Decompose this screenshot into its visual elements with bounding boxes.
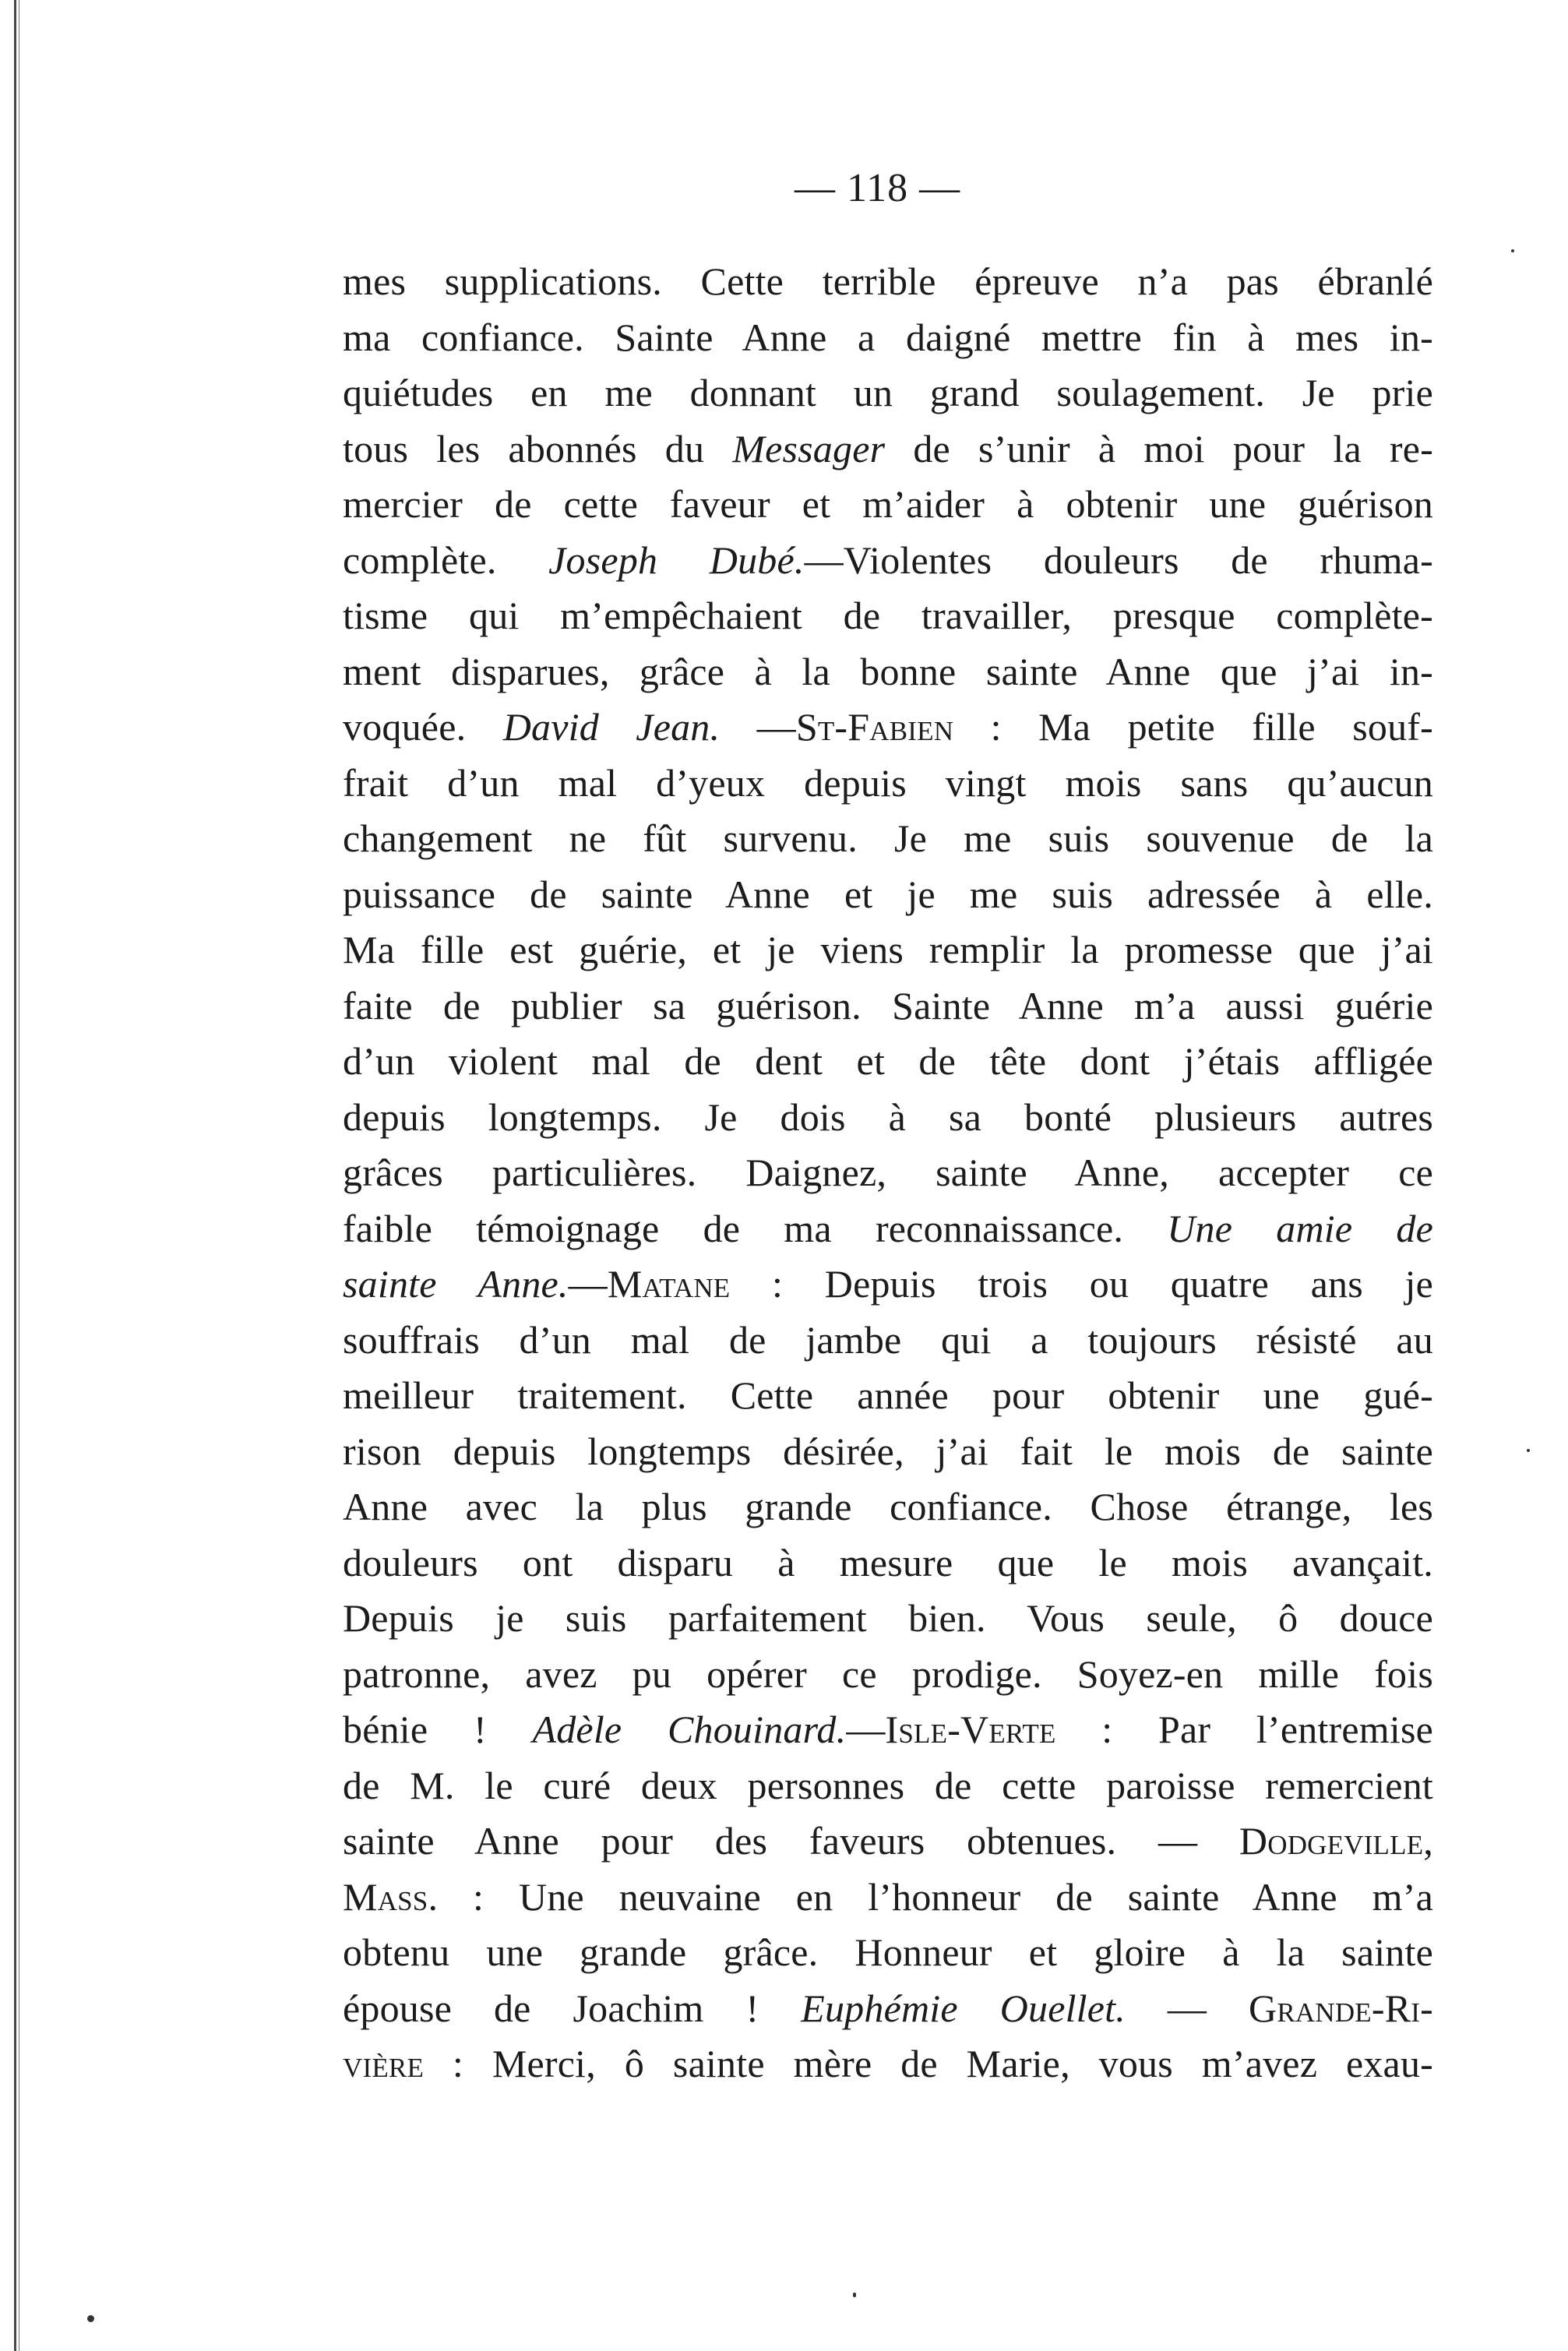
italic-run: Une amie de xyxy=(1167,1206,1433,1250)
text-line xyxy=(343,978,1433,1035)
body-text xyxy=(343,254,1433,2092)
text-run: : Depuis trois ou quatre ans je xyxy=(730,1262,1434,1306)
text-run: changement ne fût survenu. Je me suis souvenue de la xyxy=(343,816,1433,860)
text-line xyxy=(343,1257,1433,1313)
text-line xyxy=(343,533,1433,589)
text-run: Depuis je suis parfaitement bien. Vous seule, ô douce xyxy=(343,1596,1433,1640)
text-run: tisme qui m’empêchaient de travailler, presque complète- xyxy=(343,594,1433,637)
place-name: Mass. xyxy=(343,1874,439,1919)
text-run: —Violentes douleurs de rhuma- xyxy=(804,538,1433,582)
text-line xyxy=(343,1925,1433,1981)
text-line xyxy=(343,588,1433,644)
text-run: douleurs ont disparu à mesure que le mois avançait. xyxy=(343,1540,1433,1584)
text-line xyxy=(343,1368,1433,1424)
text-line xyxy=(343,421,1433,478)
text-run: quiétudes en me donnant un grand soulagement. Je prie xyxy=(343,371,1433,414)
text-run: puissance de sainte Anne et je me suis adressée à elle. xyxy=(343,872,1433,916)
text-run: bénie ! xyxy=(343,1708,533,1751)
text-line xyxy=(343,1535,1433,1591)
italic-run: Messager xyxy=(732,426,886,471)
text-run: voquée. xyxy=(343,705,503,749)
text-line xyxy=(343,811,1433,867)
scan-speck xyxy=(853,2293,856,2297)
italic-run: Euphémie Ouellet. xyxy=(801,1986,1126,2030)
text-line xyxy=(343,644,1433,700)
italic-run: Adèle Chouinard. xyxy=(532,1708,847,1751)
text-run: : Une neuvaine en l’honneur de sainte Anne m’a xyxy=(438,1874,1433,1919)
text-run: mes supplications. Cette terrible épreuve n’a pas ébranlé xyxy=(343,259,1433,303)
text-run: Anne avec la plus grande confiance. Chose étrange, les xyxy=(343,1485,1433,1528)
italic-run: David Jean. xyxy=(502,705,721,749)
text-run: : Ma petite fille souf- xyxy=(953,705,1433,749)
text-run: épouse de Joachim ! xyxy=(343,1986,802,2030)
text-line xyxy=(343,1090,1433,1146)
text-line xyxy=(343,1702,1433,1758)
text-run: Ma fille est guérie, et je viens remplir la promesse que j’ai xyxy=(343,928,1433,971)
text-line xyxy=(343,1479,1433,1535)
place-name: Matane xyxy=(607,1262,731,1306)
text-run: tous les abonnés du xyxy=(343,426,733,471)
text-run: de M. le curé deux personnes de cette paroisse remercient xyxy=(343,1763,1433,1807)
scan-speck xyxy=(1511,249,1514,252)
text-run: : Par l’entremise xyxy=(1055,1708,1434,1751)
italic-run: Joseph Dubé. xyxy=(548,538,805,582)
text-line xyxy=(343,254,1433,310)
text-line xyxy=(343,2036,1433,2092)
place-name: Isle-Verte xyxy=(885,1708,1056,1751)
text-run: faite de publier sa guérison. Sainte Anne m’a aussi guérie xyxy=(343,983,1433,1027)
text-run: — xyxy=(568,1262,608,1306)
text-line xyxy=(343,1758,1433,1814)
place-name: Grande-Ri- xyxy=(1249,1986,1433,2030)
italic-run: sainte Anne. xyxy=(343,1262,569,1306)
text-line xyxy=(343,1145,1433,1201)
text-run: : Merci, ô sainte mère de Marie, vous m’avez exau- xyxy=(424,2042,1433,2085)
text-line xyxy=(343,1424,1433,1480)
text-line xyxy=(343,867,1433,923)
place-name: vière xyxy=(343,2042,425,2085)
text-line xyxy=(343,310,1433,366)
text-run: faible témoignage de ma reconnaissance. xyxy=(343,1206,1168,1250)
text-run: ment disparues, grâce à la bonne sainte Anne que j’ai in- xyxy=(343,649,1433,693)
scan-speck xyxy=(1527,1449,1530,1452)
text-run: — xyxy=(1125,1986,1249,2030)
text-line xyxy=(343,1813,1433,1870)
text-line xyxy=(343,1313,1433,1369)
text-run: meilleur traitement. Cette année pour obtenir une gué- xyxy=(343,1373,1433,1417)
text-run: souffrais d’un mal de jambe qui a toujours résisté au xyxy=(343,1317,1433,1362)
text-run: de s’unir à moi pour la re- xyxy=(885,426,1434,471)
text-run: sainte Anne pour des faveurs obtenues. — xyxy=(343,1819,1239,1863)
text-line xyxy=(343,700,1433,756)
place-name: Dodgeville, xyxy=(1239,1819,1433,1863)
page-number: — 118 — xyxy=(795,166,961,210)
text-line xyxy=(343,1201,1433,1257)
scan-speck xyxy=(87,2315,94,2322)
text-line xyxy=(343,756,1433,812)
text-run: frait d’un mal d’yeux depuis vingt mois sans qu’aucun xyxy=(343,760,1433,805)
book-binding-edge xyxy=(14,0,22,2351)
text-run: — xyxy=(846,1708,886,1751)
text-line xyxy=(343,1647,1433,1703)
text-run: rison depuis longtemps désirée, j’ai fait le mois de sainte xyxy=(343,1429,1433,1473)
text-line xyxy=(343,1591,1433,1647)
text-run: obtenu une grande grâce. Honneur et gloire à la sainte xyxy=(343,1930,1433,1974)
text-run: d’un violent mal de dent et de tête dont j’étais affligée xyxy=(343,1039,1433,1083)
text-run: depuis longtemps. Je dois à sa bonté plusieurs autres xyxy=(343,1094,1433,1139)
text-line xyxy=(343,1870,1433,1926)
text-line xyxy=(343,922,1433,978)
text-run: complète. xyxy=(343,538,549,582)
text-line xyxy=(343,1981,1433,2037)
text-line xyxy=(343,365,1433,421)
text-line xyxy=(343,477,1433,533)
place-name: St-Fabien xyxy=(795,705,954,749)
text-run: grâces particulières. Daignez, sainte Anne, accepter ce xyxy=(343,1151,1433,1194)
text-run: ma confiance. Sainte Anne a daigné mettre fin à mes in- xyxy=(343,315,1433,359)
text-run: patronne, avez pu opérer ce prodige. Soyez-en mille fois xyxy=(343,1651,1433,1696)
text-run: — xyxy=(720,705,796,749)
text-line xyxy=(343,1034,1433,1090)
text-run: mercier de cette faveur et m’aider à obtenir une guérison xyxy=(343,482,1433,526)
